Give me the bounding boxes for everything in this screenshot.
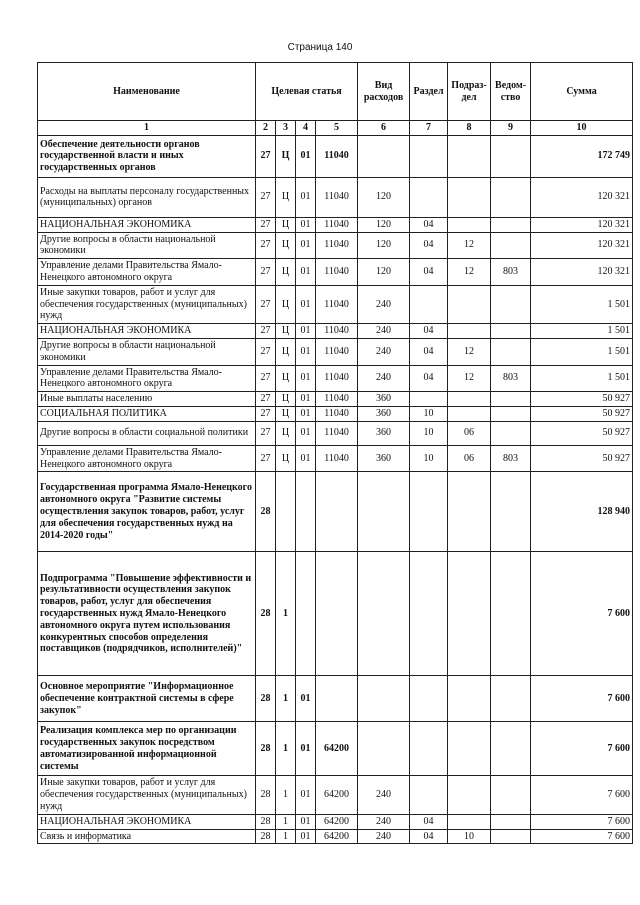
section-code — [410, 552, 448, 676]
row-name: Другие вопросы в области национальной экономики — [38, 232, 256, 259]
department-code: 803 — [491, 365, 531, 392]
event-code: 01 — [296, 259, 316, 286]
section-code: 04 — [410, 324, 448, 339]
event-code: 01 — [296, 392, 316, 407]
program-code: 28 — [256, 676, 276, 722]
department-code: 803 — [491, 259, 531, 286]
row-sum: 7 600 — [531, 776, 633, 814]
program-code: 27 — [256, 217, 276, 232]
department-code — [491, 814, 531, 829]
header-department: Ведом-ство — [491, 63, 531, 121]
subsection-code — [448, 285, 491, 323]
section-code: 04 — [410, 829, 448, 844]
table-row — [38, 676, 633, 722]
direction-code: 64200 — [316, 722, 358, 776]
table-row — [38, 814, 633, 829]
row-sum: 172 749 — [531, 135, 633, 177]
direction-code: 11040 — [316, 285, 358, 323]
row-sum: 7 600 — [531, 722, 633, 776]
expense-type-code: 240 — [358, 365, 410, 392]
subsection-code: 12 — [448, 365, 491, 392]
row-name: Управление делами Правительства Ямало-Ненецкого автономного округа — [38, 259, 256, 286]
section-code: 10 — [410, 445, 448, 472]
header-section: Раздел — [410, 63, 448, 121]
subsection-code: 12 — [448, 338, 491, 365]
section-code — [410, 392, 448, 407]
subsection-code — [448, 722, 491, 776]
expense-type-code: 360 — [358, 392, 410, 407]
section-code — [410, 135, 448, 177]
section-code — [410, 776, 448, 814]
direction-code: 11040 — [316, 324, 358, 339]
department-code — [491, 135, 531, 177]
department-code — [491, 472, 531, 552]
subprogram-code: Ц — [276, 232, 296, 259]
expense-type-code: 360 — [358, 445, 410, 472]
row-sum: 1 501 — [531, 324, 633, 339]
program-code: 27 — [256, 177, 276, 217]
department-code — [491, 406, 531, 421]
section-code — [410, 676, 448, 722]
subprogram-code: 1 — [276, 776, 296, 814]
expense-type-code: 360 — [358, 406, 410, 421]
row-sum: 50 927 — [531, 421, 633, 445]
subsection-code — [448, 676, 491, 722]
row-name: Государственная программа Ямало-Ненецкого автономного округа "Развитие системы осуществления закупок товаров, работ, услуг для обеспечения государственных нужд на 2014-2020 годы" — [38, 472, 256, 552]
table-row — [38, 135, 633, 177]
table-row — [38, 445, 633, 472]
column-number: 10 — [531, 121, 633, 136]
section-code — [410, 177, 448, 217]
subprogram-code: Ц — [276, 217, 296, 232]
department-code — [491, 776, 531, 814]
header-sum: Сумма — [531, 63, 633, 121]
budget-table — [37, 62, 633, 844]
department-code — [491, 285, 531, 323]
subsection-code: 12 — [448, 259, 491, 286]
program-code: 27 — [256, 324, 276, 339]
row-name: Управление делами Правительства Ямало-Ненецкого автономного округа — [38, 365, 256, 392]
department-code — [491, 392, 531, 407]
header-expense-type: Вид расходов — [358, 63, 410, 121]
expense-type-code — [358, 676, 410, 722]
subprogram-code: 1 — [276, 829, 296, 844]
direction-code: 11040 — [316, 421, 358, 445]
row-sum: 7 600 — [531, 829, 633, 844]
program-code: 27 — [256, 232, 276, 259]
section-code: 04 — [410, 217, 448, 232]
direction-code — [316, 472, 358, 552]
event-code: 01 — [296, 445, 316, 472]
row-name: Иные закупки товаров, работ и услуг для обеспечения государственных (муниципальных) нужд — [38, 776, 256, 814]
subprogram-code: Ц — [276, 445, 296, 472]
column-number: 3 — [276, 121, 296, 136]
direction-code: 11040 — [316, 392, 358, 407]
direction-code: 11040 — [316, 338, 358, 365]
table-row — [38, 392, 633, 407]
direction-code — [316, 552, 358, 676]
expense-type-code: 120 — [358, 259, 410, 286]
program-code: 27 — [256, 135, 276, 177]
table-row — [38, 285, 633, 323]
subsection-code — [448, 392, 491, 407]
event-code: 01 — [296, 722, 316, 776]
column-number-row — [38, 121, 633, 136]
event-code — [296, 552, 316, 676]
table-row — [38, 177, 633, 217]
section-code — [410, 285, 448, 323]
program-code: 27 — [256, 406, 276, 421]
event-code: 01 — [296, 232, 316, 259]
row-sum: 7 600 — [531, 814, 633, 829]
subprogram-code: Ц — [276, 285, 296, 323]
event-code: 01 — [296, 217, 316, 232]
event-code: 01 — [296, 676, 316, 722]
direction-code: 11040 — [316, 365, 358, 392]
column-number: 6 — [358, 121, 410, 136]
event-code: 01 — [296, 776, 316, 814]
row-sum: 128 940 — [531, 472, 633, 552]
expense-type-code: 240 — [358, 776, 410, 814]
expense-type-code: 240 — [358, 324, 410, 339]
subsection-code — [448, 776, 491, 814]
table-row — [38, 421, 633, 445]
table-row — [38, 259, 633, 286]
table-row — [38, 338, 633, 365]
subsection-code: 12 — [448, 232, 491, 259]
department-code — [491, 421, 531, 445]
row-name: НАЦИОНАЛЬНАЯ ЭКОНОМИКА — [38, 324, 256, 339]
section-code: 04 — [410, 259, 448, 286]
program-code: 28 — [256, 722, 276, 776]
expense-type-code: 360 — [358, 421, 410, 445]
subsection-code — [448, 177, 491, 217]
subsection-code — [448, 217, 491, 232]
row-sum: 50 927 — [531, 392, 633, 407]
row-name: Связь и информатика — [38, 829, 256, 844]
department-code — [491, 232, 531, 259]
department-code — [491, 177, 531, 217]
row-name: Иные выплаты населению — [38, 392, 256, 407]
section-code: 04 — [410, 365, 448, 392]
program-code: 28 — [256, 776, 276, 814]
row-name: Подпрограмма "Повышение эффективности и результативности осуществления закупок товаров, работ, услуг для обеспечения государственных нужд Ямало-Ненецкого автономного округа путем использования конкурентных способов определения поставщиков (подрядчиков, исполнителей)" — [38, 552, 256, 676]
row-sum: 1 501 — [531, 285, 633, 323]
subsection-code — [448, 135, 491, 177]
expense-type-code: 120 — [358, 217, 410, 232]
subprogram-code: Ц — [276, 421, 296, 445]
event-code: 01 — [296, 135, 316, 177]
subprogram-code: Ц — [276, 365, 296, 392]
event-code: 01 — [296, 365, 316, 392]
subsection-code — [448, 324, 491, 339]
subprogram-code: 1 — [276, 722, 296, 776]
direction-code: 11040 — [316, 406, 358, 421]
event-code: 01 — [296, 338, 316, 365]
expense-type-code — [358, 472, 410, 552]
program-code: 28 — [256, 814, 276, 829]
event-code — [296, 472, 316, 552]
section-code — [410, 472, 448, 552]
row-name: НАЦИОНАЛЬНАЯ ЭКОНОМИКА — [38, 217, 256, 232]
section-code: 04 — [410, 338, 448, 365]
direction-code: 11040 — [316, 232, 358, 259]
subprogram-code: Ц — [276, 324, 296, 339]
event-code: 01 — [296, 829, 316, 844]
program-code: 27 — [256, 338, 276, 365]
subsection-code: 10 — [448, 829, 491, 844]
expense-type-code: 120 — [358, 177, 410, 217]
subprogram-code: Ц — [276, 392, 296, 407]
header-target-article: Целевая статья — [256, 63, 358, 121]
header-name: Наименование — [38, 63, 256, 121]
column-number: 5 — [316, 121, 358, 136]
section-code — [410, 722, 448, 776]
subprogram-code: 1 — [276, 814, 296, 829]
program-code: 27 — [256, 285, 276, 323]
table-row — [38, 829, 633, 844]
event-code: 01 — [296, 421, 316, 445]
direction-code: 64200 — [316, 829, 358, 844]
header-subsection: Подраз-дел — [448, 63, 491, 121]
table-row — [38, 365, 633, 392]
table-row — [38, 552, 633, 676]
direction-code: 64200 — [316, 814, 358, 829]
department-code — [491, 217, 531, 232]
row-sum: 1 501 — [531, 338, 633, 365]
department-code — [491, 722, 531, 776]
subprogram-code: 1 — [276, 552, 296, 676]
program-code: 27 — [256, 259, 276, 286]
row-sum: 120 321 — [531, 217, 633, 232]
row-name: НАЦИОНАЛЬНАЯ ЭКОНОМИКА — [38, 814, 256, 829]
program-code: 28 — [256, 829, 276, 844]
column-number: 8 — [448, 121, 491, 136]
column-number: 7 — [410, 121, 448, 136]
event-code: 01 — [296, 814, 316, 829]
table-row — [38, 722, 633, 776]
row-sum: 120 321 — [531, 177, 633, 217]
department-code — [491, 829, 531, 844]
column-number: 1 — [38, 121, 256, 136]
program-code: 28 — [256, 552, 276, 676]
direction-code: 11040 — [316, 217, 358, 232]
department-code — [491, 324, 531, 339]
row-sum: 7 600 — [531, 676, 633, 722]
program-code: 27 — [256, 445, 276, 472]
row-name: Другие вопросы в области социальной политики — [38, 421, 256, 445]
section-code: 04 — [410, 814, 448, 829]
page-number-label: Страница 140 — [287, 42, 353, 53]
row-sum: 120 321 — [531, 259, 633, 286]
subprogram-code: Ц — [276, 338, 296, 365]
row-sum: 7 600 — [531, 552, 633, 676]
section-code: 10 — [410, 421, 448, 445]
row-sum: 120 321 — [531, 232, 633, 259]
subprogram-code: Ц — [276, 259, 296, 286]
table-row — [38, 776, 633, 814]
department-code — [491, 338, 531, 365]
subsection-code — [448, 814, 491, 829]
event-code: 01 — [296, 285, 316, 323]
row-name: Основное мероприятие "Информационное обеспечение контрактной системы в сфере закупок" — [38, 676, 256, 722]
subprogram-code: Ц — [276, 135, 296, 177]
event-code: 01 — [296, 324, 316, 339]
direction-code: 64200 — [316, 776, 358, 814]
subsection-code — [448, 406, 491, 421]
program-code: 27 — [256, 421, 276, 445]
row-name: СОЦИАЛЬНАЯ ПОЛИТИКА — [38, 406, 256, 421]
expense-type-code — [358, 722, 410, 776]
subsection-code: 06 — [448, 445, 491, 472]
program-code: 28 — [256, 472, 276, 552]
row-sum: 50 927 — [531, 445, 633, 472]
direction-code — [316, 676, 358, 722]
row-name: Реализация комплекса мер по организации государственных закупок посредством автоматизированной информационной системы — [38, 722, 256, 776]
event-code: 01 — [296, 177, 316, 217]
column-number: 2 — [256, 121, 276, 136]
expense-type-code: 240 — [358, 338, 410, 365]
event-code: 01 — [296, 406, 316, 421]
row-name: Иные закупки товаров, работ и услуг для обеспечения государственных (муниципальных) нужд — [38, 285, 256, 323]
row-name: Обеспечение деятельности органов государственной власти и иных государственных органов — [38, 135, 256, 177]
department-code — [491, 676, 531, 722]
direction-code: 11040 — [316, 445, 358, 472]
expense-type-code — [358, 135, 410, 177]
column-number: 9 — [491, 121, 531, 136]
subprogram-code: Ц — [276, 177, 296, 217]
section-code: 10 — [410, 406, 448, 421]
header-row — [38, 63, 633, 121]
subsection-code — [448, 472, 491, 552]
expense-type-code: 240 — [358, 829, 410, 844]
table-row — [38, 217, 633, 232]
subprogram-code — [276, 472, 296, 552]
row-sum: 1 501 — [531, 365, 633, 392]
direction-code: 11040 — [316, 177, 358, 217]
section-code: 04 — [410, 232, 448, 259]
program-code: 27 — [256, 392, 276, 407]
department-code: 803 — [491, 445, 531, 472]
subsection-code: 06 — [448, 421, 491, 445]
expense-type-code: 120 — [358, 232, 410, 259]
direction-code: 11040 — [316, 135, 358, 177]
subsection-code — [448, 552, 491, 676]
column-number: 4 — [296, 121, 316, 136]
row-name: Расходы на выплаты персоналу государственных (муниципальных) органов — [38, 177, 256, 217]
table-row — [38, 472, 633, 552]
table-row — [38, 406, 633, 421]
department-code — [491, 552, 531, 676]
row-sum: 50 927 — [531, 406, 633, 421]
program-code: 27 — [256, 365, 276, 392]
subprogram-code: 1 — [276, 676, 296, 722]
table-row — [38, 324, 633, 339]
row-name: Другие вопросы в области национальной экономики — [38, 338, 256, 365]
expense-type-code — [358, 552, 410, 676]
expense-type-code: 240 — [358, 814, 410, 829]
direction-code: 11040 — [316, 259, 358, 286]
table-row — [38, 232, 633, 259]
expense-type-code: 240 — [358, 285, 410, 323]
row-name: Управление делами Правительства Ямало-Ненецкого автономного округа — [38, 445, 256, 472]
subprogram-code: Ц — [276, 406, 296, 421]
